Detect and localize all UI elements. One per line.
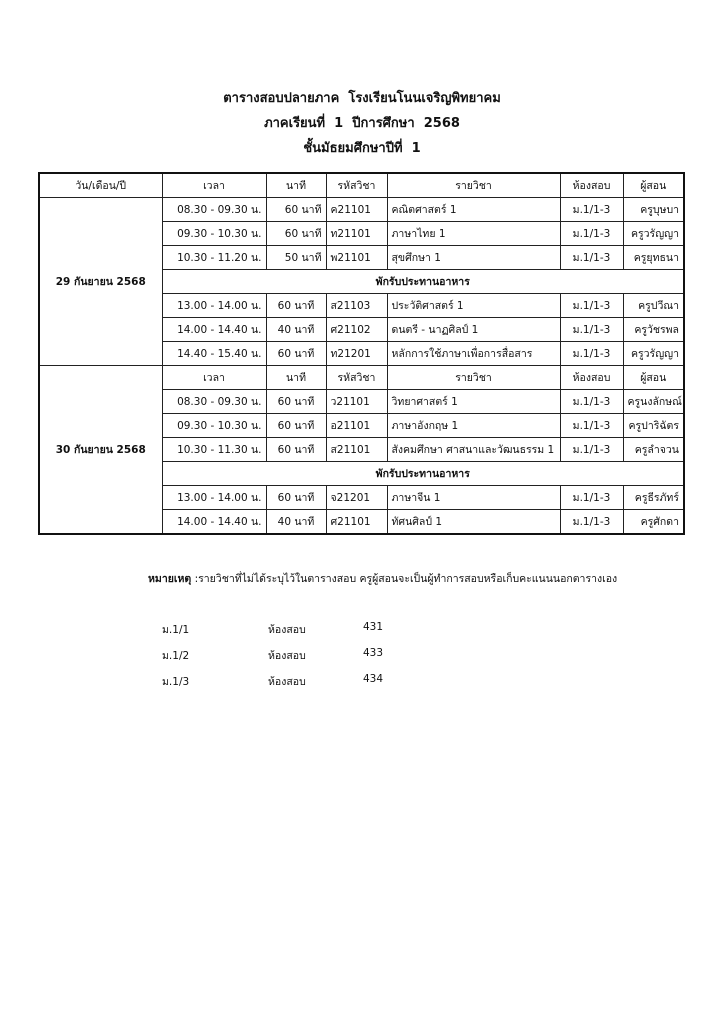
time-cell: 08.30 - 09.30 น. (162, 390, 266, 414)
col-header-room: ห้องสอบ (560, 173, 623, 198)
subject-cell: สุขศึกษา 1 (387, 246, 560, 270)
col-header-date: วัน/เดือน/ปี (39, 173, 162, 198)
col-header-code: รหัสวิชา (326, 366, 387, 390)
table-header-row (39, 173, 684, 198)
time-cell: 09.30 - 10.30 น. (162, 414, 266, 438)
subject-cell: ภาษาจีน 1 (387, 486, 560, 510)
code-cell: พ21101 (326, 246, 387, 270)
col-header-minutes: นาที (266, 366, 326, 390)
room-cell: ม.1/1-3 (560, 414, 623, 438)
time-cell: 09.30 - 10.30 น. (162, 222, 266, 246)
col-header-subject: รายวิชา (387, 366, 560, 390)
date-cell-day1: 29 กันยายน 2568 (39, 198, 162, 366)
minutes-cell: 60 นาที (266, 486, 326, 510)
minutes-cell: 40 นาที (266, 318, 326, 342)
title-line-semester: ภาคเรียนที่ 1 ปีการศึกษา 2568 (264, 116, 460, 131)
remark-note (148, 570, 617, 587)
subject-cell: ภาษาไทย 1 (387, 222, 560, 246)
time-cell: 08.30 - 09.30 น. (162, 198, 266, 222)
room-cell: ม.1/1-3 (560, 438, 623, 462)
room-label: ห้องสอบ (268, 624, 306, 636)
subject-cell: คณิตศาสตร์ 1 (387, 198, 560, 222)
subject-cell: ดนตรี - นาฏศิลป์ 1 (387, 318, 560, 342)
code-cell: จ21201 (326, 486, 387, 510)
teacher-cell: ครูศักดา (623, 510, 684, 535)
code-cell: ศ21102 (326, 318, 387, 342)
room-cell: ม.1/1-3 (560, 486, 623, 510)
title-line-grade: ชั้นมัธยมศึกษาปีที่ 1 (303, 141, 421, 156)
class-name: ม.1/1 (162, 624, 190, 636)
document-title (0, 86, 724, 161)
subject-cell: ประวัติศาสตร์ 1 (387, 294, 560, 318)
time-cell: 10.30 - 11.30 น. (162, 438, 266, 462)
time-cell: 14.00 - 14.40 น. (162, 510, 266, 535)
teacher-cell: ครูนงลักษณ์ (623, 390, 684, 414)
time-cell: 13.00 - 14.00 น. (162, 486, 266, 510)
room-cell: ม.1/1-3 (560, 198, 623, 222)
code-cell: ศ21101 (326, 510, 387, 535)
room-cell: ม.1/1-3 (560, 390, 623, 414)
col-header-minutes: นาที (266, 173, 326, 198)
teacher-cell: ครูธีรภัทร์ (623, 486, 684, 510)
code-cell: ค21101 (326, 198, 387, 222)
exam-schedule-table (38, 172, 685, 535)
list-item (162, 673, 422, 699)
col-header-teacher: ผู้สอน (623, 173, 684, 198)
col-header-time: เวลา (162, 173, 266, 198)
teacher-cell: ครูลำจวน (623, 438, 684, 462)
minutes-cell: 60 นาที (266, 198, 326, 222)
table-row (39, 198, 684, 222)
code-cell: ส21101 (326, 438, 387, 462)
room-number: 434 (363, 673, 384, 685)
lunch-break-label: พักรับประทานอาหาร (162, 462, 684, 486)
room-label: ห้องสอบ (268, 676, 306, 688)
minutes-cell: 60 นาที (266, 342, 326, 366)
col-header-code: รหัสวิชา (326, 173, 387, 198)
time-cell: 10.30 - 11.20 น. (162, 246, 266, 270)
minutes-cell: 60 นาที (266, 438, 326, 462)
code-cell: ท21101 (326, 222, 387, 246)
subject-cell: สังคมศึกษา ศาสนาและวัฒนธรรม 1 (387, 438, 560, 462)
teacher-cell: ครูวรัญญา (623, 342, 684, 366)
room-number: 433 (363, 647, 384, 659)
col-header-room: ห้องสอบ (560, 366, 623, 390)
list-item (162, 647, 422, 673)
col-header-teacher: ผู้สอน (623, 366, 684, 390)
code-cell: อ21101 (326, 414, 387, 438)
minutes-cell: 50 นาที (266, 246, 326, 270)
class-name: ม.1/3 (162, 676, 190, 688)
subject-cell: ภาษาอังกฤษ 1 (387, 414, 560, 438)
code-cell: ท21201 (326, 342, 387, 366)
teacher-cell: ครูปาริฉัตร (623, 414, 684, 438)
minutes-cell: 40 นาที (266, 510, 326, 535)
teacher-cell: ครูบุษบา (623, 198, 684, 222)
subject-cell: หลักการใช้ภาษาเพื่อการสื่อสาร (387, 342, 560, 366)
minutes-cell: 60 นาที (266, 414, 326, 438)
room-cell: ม.1/1-3 (560, 246, 623, 270)
subject-cell: ทัศนศิลป์ 1 (387, 510, 560, 535)
col-header-subject: รายวิชา (387, 173, 560, 198)
time-cell: 14.00 - 14.40 น. (162, 318, 266, 342)
list-item (162, 621, 422, 647)
time-cell: 14.40 - 15.40 น. (162, 342, 266, 366)
minutes-cell: 60 นาที (266, 294, 326, 318)
teacher-cell: ครูวรัญญา (623, 222, 684, 246)
room-label: ห้องสอบ (268, 650, 306, 662)
remark-label: หมายเหตุ (148, 573, 192, 585)
teacher-cell: ครูยุทธนา (623, 246, 684, 270)
lunch-break-label: พักรับประทานอาหาร (162, 270, 684, 294)
class-name: ม.1/2 (162, 650, 190, 662)
subject-cell: วิทยาศาสตร์ 1 (387, 390, 560, 414)
code-cell: ส21103 (326, 294, 387, 318)
room-number: 431 (363, 621, 384, 633)
code-cell: ว21101 (326, 390, 387, 414)
date-cell-day2: 30 กันยายน 2568 (39, 366, 162, 535)
room-cell: ม.1/1-3 (560, 294, 623, 318)
minutes-cell: 60 นาที (266, 222, 326, 246)
remark-text: :รายวิชาที่ไม่ได้ระบุไว้ในตารางสอบ ครูผู้สอนจะเป็นผู้ทำการสอบหรือเก็บคะแนนนอกตารางเอง (191, 573, 618, 585)
minutes-cell: 60 นาที (266, 390, 326, 414)
room-cell: ม.1/1-3 (560, 510, 623, 535)
room-cell: ม.1/1-3 (560, 318, 623, 342)
col-header-time: เวลา (162, 366, 266, 390)
teacher-cell: ครูปวีณา (623, 294, 684, 318)
time-cell: 13.00 - 14.00 น. (162, 294, 266, 318)
teacher-cell: ครูวัชรพล (623, 318, 684, 342)
day2-header-row (39, 366, 684, 390)
title-line-school: ตารางสอบปลายภาค โรงเรียนโนนเจริญพิทยาคม (223, 91, 501, 106)
room-assignment-list (162, 621, 422, 699)
room-cell: ม.1/1-3 (560, 222, 623, 246)
room-cell: ม.1/1-3 (560, 342, 623, 366)
